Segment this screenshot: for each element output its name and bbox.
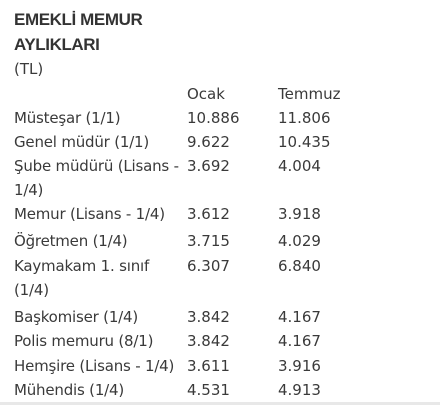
title-line-1: EMEKLİ MEMUR (14, 10, 143, 29)
row-label: Genel müdür (1/1) (14, 133, 150, 151)
row-label: Öğretmen (1/4) (14, 232, 128, 250)
row-label: Şube müdürü (Lisans - 1/4) (14, 157, 179, 199)
row-value-january: 4.531 (187, 381, 230, 399)
table-row (0, 329, 440, 354)
row-value-january: 10.886 (187, 109, 240, 127)
row-value-july: 4.029 (278, 232, 321, 250)
row-label: Müsteşar (1/1) (14, 109, 121, 127)
row-value-july: 10.435 (278, 133, 331, 151)
row-label: Kaymakam 1. sınıf (1/4) (14, 257, 150, 299)
table-row (0, 106, 440, 130)
table-title (14, 7, 142, 57)
row-value-january: 3.611 (187, 357, 230, 375)
salary-rows (0, 106, 440, 402)
row-label: Başkomiser (1/4) (14, 308, 139, 326)
table-row (0, 354, 440, 378)
row-value-july: 4.913 (278, 381, 321, 399)
row-value-january: 3.612 (187, 205, 230, 223)
currency-unit: (TL) (14, 60, 44, 78)
row-value-january: 3.842 (187, 332, 230, 350)
row-label: Mühendis (1/4) (14, 381, 125, 399)
row-value-january: 3.715 (187, 232, 230, 250)
row-value-july: 4.167 (278, 332, 321, 350)
row-label: Hemşire (Lisans - 1/4) (14, 357, 175, 375)
row-value-july: 4.167 (278, 308, 321, 326)
row-label: Polis memuru (8/1) (14, 332, 154, 350)
row-value-january: 3.842 (187, 308, 230, 326)
row-value-july: 11.806 (278, 109, 331, 127)
row-label: Memur (Lisans - 1/4) (14, 205, 165, 223)
row-value-july: 3.916 (278, 357, 321, 375)
table-row (0, 254, 440, 305)
row-value-july: 3.918 (278, 205, 321, 223)
row-value-january: 6.307 (187, 257, 230, 275)
table-row (0, 202, 440, 229)
row-value-january: 9.622 (187, 133, 230, 151)
row-value-july: 4.004 (278, 157, 321, 175)
column-header-january: Ocak (187, 85, 225, 103)
column-header-july: Temmuz (278, 85, 341, 103)
title-line-2: AYLIKLARI (14, 35, 100, 54)
table-row (0, 130, 440, 154)
table-row (0, 378, 440, 402)
table-row (0, 154, 440, 202)
row-value-july: 6.840 (278, 257, 321, 275)
table-row (0, 305, 440, 329)
table-row (0, 229, 440, 254)
row-value-january: 3.692 (187, 157, 230, 175)
